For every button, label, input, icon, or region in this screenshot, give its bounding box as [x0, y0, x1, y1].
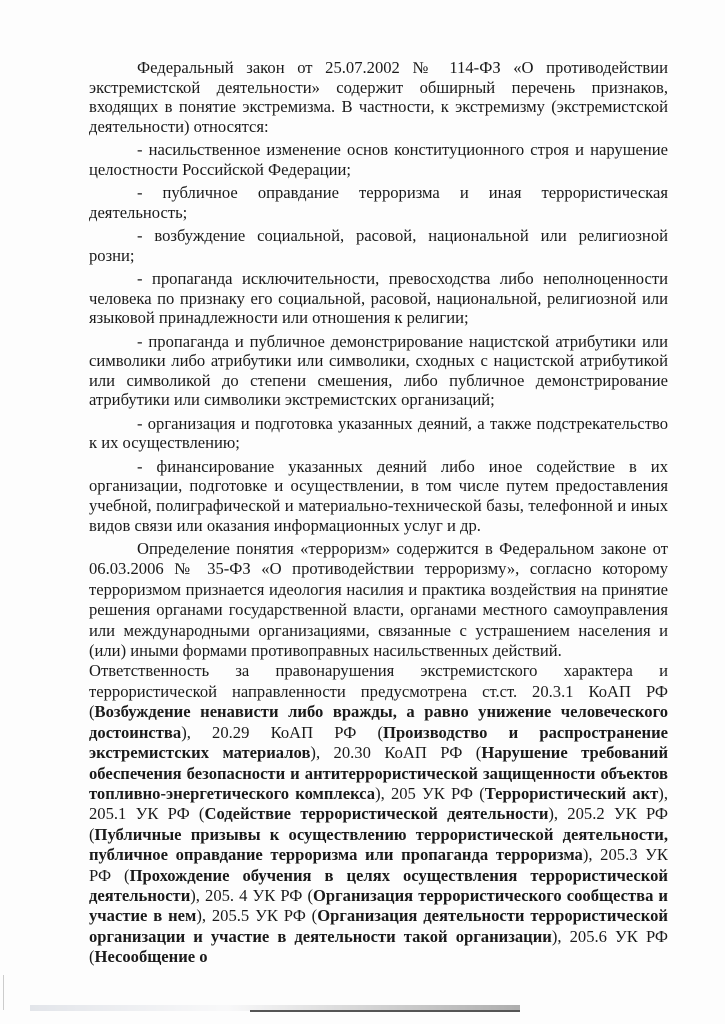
resp-article-title: Производство и распространение экстремистских материалов — [89, 722, 668, 763]
resp-text: ), 205.5 УК РФ ( — [196, 906, 318, 926]
list-item-incitement: - возбуждение социальной, расовой, национальной или религиозной розни; — [89, 226, 668, 265]
resp-text: ), 205 УК РФ ( — [375, 783, 485, 803]
lower-section — [89, 539, 668, 968]
list-item-constitution: - насильственное изменение основ конституционного строя и нарушение целостности Российской Федерации; — [89, 140, 668, 179]
list-item-nazi-symbols: - пропаганда и публичное демонстрирование нацистской атрибутики или символики либо атрибутики или символики, сходных с нацистской атрибутикой или символикой до степени смешения, либо публичное демонстрирование атрибутики или символики экстремистских организаций; — [89, 331, 668, 410]
resp-text: ), 20.30 КоАП РФ ( — [310, 743, 482, 763]
resp-text: ), 205.6 УК РФ ( — [89, 926, 668, 967]
resp-article-title: Несообщение о — [94, 947, 208, 967]
resp-article-title: Организация террористического сообщества и участие в нем — [89, 885, 668, 926]
resp-text: ), 205.3 УК РФ ( — [89, 845, 669, 885]
document-body — [89, 58, 668, 968]
resp-text: Ответственность за правонарушения экстремистского характера и террористической направленности предусмотрена ст.ст. 20.3.1 КоАП РФ ( — [89, 661, 668, 722]
resp-article-title: Террористический акт — [484, 783, 659, 803]
scan-edge-mark — [3, 975, 4, 1010]
resp-article-title: Нарушение требований обеспечения безопасности и антитеррористической защищенности объектов топливно-энергетического комплекса — [89, 743, 669, 803]
resp-article-title: Публичные призывы к осуществлению террористической деятельности, публичное оправдание терроризма или пропаганда терроризма — [89, 824, 668, 865]
list-item-terrorism-justification: - публичное оправдание терроризма и иная террористическая деятельность; — [89, 183, 668, 222]
resp-text: ), 205.1 УК РФ ( — [89, 783, 668, 824]
resp-article-title: Прохождение обучения в целях осуществления террористической деятельности — [89, 865, 668, 905]
resp-article-title: Возбуждение ненависти либо вражды, а равно унижение человеческого достоинства — [89, 702, 668, 742]
scan-bottom-line — [250, 1010, 520, 1012]
paragraph-responsibility — [89, 661, 668, 967]
list-item-financing: - финансирование указанных деяний либо иное содействие в их организации, подготовке и осуществлении, в том числе путем предоставления учебной, полиграфической и материально-технической базы, телефонной и иных видов связи или оказания информационных услуг и др. — [89, 456, 668, 535]
resp-article-title: Содействие террористической деятельности — [204, 804, 549, 824]
paragraph-extremism-law: Федеральный закон от 25.07.2002 № 114-ФЗ «О противодействии экстремистской деятельности» содержит обширный перечень признаков, входящих в понятие экстремизма. В частности, к экстремизму (экстремистской деятельности) относятся: — [89, 58, 668, 136]
resp-article-title: Организация деятельности террористической организации и участие в деятельности такой организации — [89, 906, 668, 946]
list-item-organization: - организация и подготовка указанных деяний, а также подстрекательство к их осуществлению; — [89, 413, 668, 453]
list-item-propaganda-superiority: - пропаганда исключительности, превосходства либо неполноценности человека по признаку его социальной, расовой, национальной, религиозной или языковой принадлежности или отношения к религии; — [89, 269, 668, 328]
resp-text: ), 20.29 КоАП РФ ( — [181, 722, 384, 742]
resp-text: ), 205. 4 УК РФ ( — [190, 885, 313, 905]
paragraph-terrorism-definition: Определение понятия «терроризм» содержится в Федеральном законе от 06.03.2006 № 35-ФЗ «О противодействии терроризму», согласно которому терроризмом признается идеология насилия и практика воздействия на принятие решения органами государственной власти, органами местного самоуправления или международными организациями, связанные с устрашением населения и (или) иными формами противоправных насильственных действий. — [89, 539, 668, 661]
resp-text: ), 205.2 УК РФ ( — [89, 804, 668, 844]
